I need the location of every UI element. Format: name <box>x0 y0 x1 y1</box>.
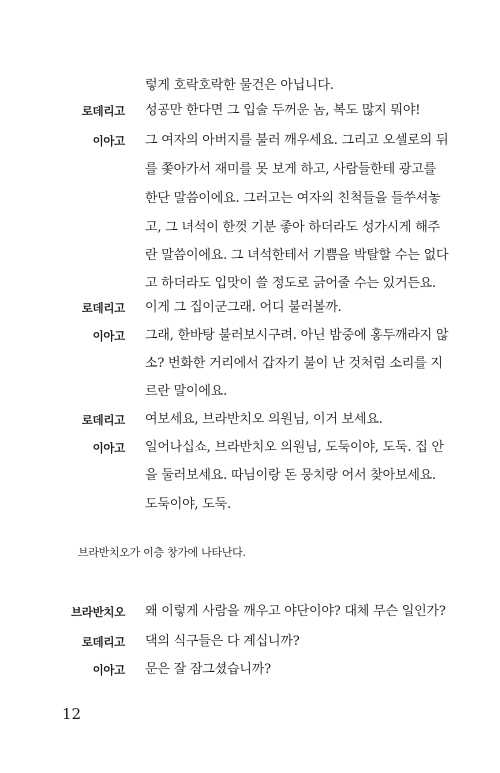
speaker-label: 이아고 <box>92 134 125 148</box>
dialogue-line: 소? 번화한 거리에서 갑자기 불이 난 것처럼 소리를 지 <box>145 356 443 371</box>
dialogue-line: 도둑이야, 도둑. <box>145 497 231 512</box>
dialogue-line: 이게 그 집이군그래. 어디 불러볼까. <box>145 300 342 315</box>
dialogue-line: 고, 그 녀석이 한껏 기분 좋아 하더라도 성가시게 해주 <box>145 220 440 235</box>
dialogue-line: 문은 잘 잠그셨습니까? <box>145 662 271 677</box>
dialogue-line: 그래, 한바탕 불러보시구려. 아닌 밤중에 홍두깨라지 않 <box>145 328 449 343</box>
dialogue-line: 를 쫓아가서 재미를 못 보게 하고, 사람들한테 광고를 <box>145 162 436 177</box>
dialogue-line: 을 둘러보세요. 따님이랑 돈 뭉치랑 어서 찾아보세요. <box>145 468 436 483</box>
speaker-label: 로데리고 <box>81 104 125 118</box>
dialogue-line: 렇게 호락호락한 물건은 아닙니다. <box>145 78 334 93</box>
dialogue-line: 여보세요, 브라반치오 의원님, 이거 보세요. <box>145 412 383 427</box>
dialogue-line: 란 말씀이에요. 그 녀석한테서 기쁨을 박탈할 수는 없다 <box>145 248 449 263</box>
page-number: 12 <box>62 705 82 723</box>
dialogue-line: 왜 이렇게 사람을 깨우고 야단이야? 대체 무슨 일인가? <box>145 604 446 619</box>
dialogue-line: 그 여자의 아버지를 불러 깨우세요. 그리고 오셀로의 뒤 <box>145 133 449 148</box>
dialogue-line: 댁의 식구들은 다 계십니까? <box>145 634 300 649</box>
dialogue-line: 르란 말이에요. <box>145 384 228 399</box>
speaker-label: 로데리고 <box>81 301 125 315</box>
speaker-label: 이아고 <box>92 441 125 455</box>
dialogue-line: 일어나십쇼, 브라반치오 의원님, 도둑이야, 도둑. 집 안 <box>145 440 444 455</box>
dialogue-line: 한단 말씀이에요. 그러고는 여자의 친척들을 들쑤셔놓 <box>145 191 441 206</box>
stage-direction: 브라반치오가 이층 창가에 나타난다. <box>78 546 246 559</box>
speaker-label: 브라반치오 <box>70 605 125 619</box>
speaker-label: 이아고 <box>92 663 125 677</box>
speaker-label: 이아고 <box>92 329 125 343</box>
speaker-label: 로데리고 <box>81 413 125 427</box>
dialogue-line: 고 하더라도 입맛이 쓸 정도로 긁어줄 수는 있거든요. <box>145 276 436 291</box>
dialogue-line: 성공만 한다면 그 입술 두꺼운 놈, 복도 많지 뭐야! <box>145 103 421 118</box>
speaker-label: 로데리고 <box>81 635 125 649</box>
